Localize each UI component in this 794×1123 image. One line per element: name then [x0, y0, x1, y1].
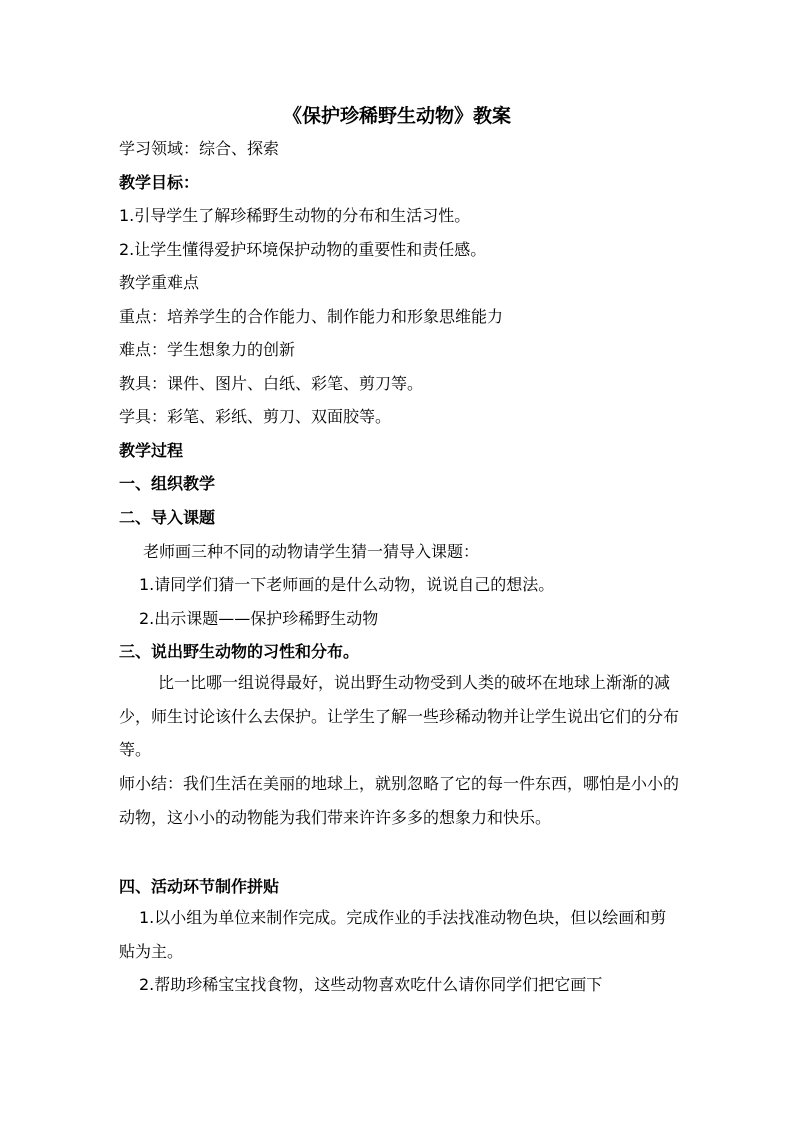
section-2-heading: 二、导入课题 [119, 508, 216, 527]
intro-item-1: 1.请同学们猜一下老师画的是什么动物，说说自己的想法。 [139, 575, 555, 594]
student-tools-line: 学具：彩笔、彩纸、剪刀、双面胶等。 [119, 407, 392, 426]
document-title: 《保护珍稀野生动物》教案 [282, 105, 511, 127]
section-3-heading: 三、说出野生动物的习性和分布。 [119, 642, 360, 661]
goal-item-1: 1.引导学生了解珍稀野生动物的分布和生活习性。 [119, 206, 471, 225]
section-3-paragraph: 比一比哪一组说得最好，说出野生动物受到人类的破坏在地球上渐渐的减少，师生讨论该什么去保护。让学生了解一些珍稀动物并让学生说出它们的分布等。 [119, 673, 680, 759]
activity-item-2: 2.帮助珍稀宝宝找食物，这些动物喜欢吃什么请你同学们把它画下 [139, 975, 603, 994]
teaching-aids-line: 教具：课件、图片、白纸、彩笔、剪刀等。 [119, 374, 424, 393]
intro-line: 老师画三种不同的动物请学生猜一猜导入课题： [143, 542, 480, 561]
section-1-heading: 一、组织教学 [119, 474, 216, 493]
activity-item-1: 1.以小组为单位来制作完成。完成作业的手法找准动物色块，但以绘画和剪贴为主。 [119, 908, 667, 961]
teacher-summary-paragraph: 师小结：我们生活在美丽的地球上，就别忽略了它的每一件东西，哪怕是小小的动物，这小小的动物能为我们带来许许多多的想象力和快乐。 [119, 774, 680, 827]
study-area-line: 学习领域：综合、探索 [119, 139, 280, 158]
intro-item-2: 2.出示课题——保护珍稀野生动物 [139, 609, 379, 628]
section-4-heading: 四、活动环节制作拼贴 [119, 877, 280, 896]
difficulty-line: 难点：学生想象力的创新 [119, 340, 296, 359]
goal-item-2: 2.让学生懂得爱护环境保护动物的重要性和责任感。 [119, 240, 487, 259]
key-points-heading: 教学重难点 [119, 273, 200, 292]
key-point-line: 重点：培养学生的合作能力、制作能力和形象思维能力 [119, 307, 504, 326]
teaching-process-heading: 教学过程 [119, 441, 184, 460]
teaching-goals-heading: 教学目标： [119, 173, 200, 192]
